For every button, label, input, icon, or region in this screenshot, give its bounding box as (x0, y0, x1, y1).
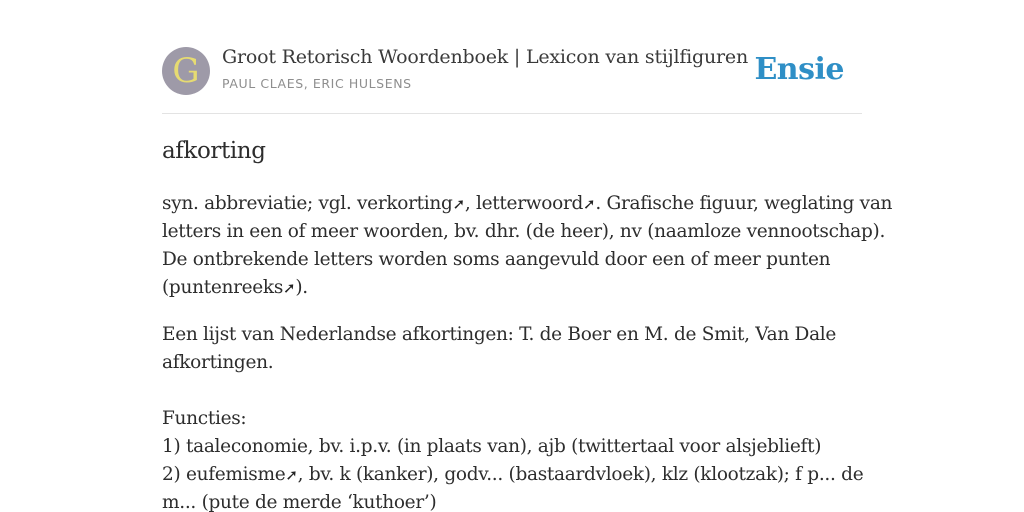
definition-text: . Grafische figuur, weglating van (595, 193, 893, 214)
reference-line: afkortingen. (162, 352, 274, 373)
link-verkorting[interactable]: verkorting (357, 193, 453, 214)
function-item: 1) taaleconomie, bv. i.p.v. (in plaats van), ajb (twittertaal voor alsjeblieft) (162, 436, 822, 457)
function-text: , bv. k (kanker), godv... (bastaardvloek), klz (klootzak); f p... de (297, 464, 864, 485)
definition-text: , (464, 193, 477, 214)
definition-line: De ontbrekende letters worden soms aangevuld door een of meer punten (162, 249, 831, 270)
book-avatar[interactable]: G (162, 47, 210, 95)
link-puntenreeks[interactable]: puntenreeks (168, 277, 284, 298)
definition-text: ( (162, 277, 169, 298)
external-arrow-icon: ➚ (452, 195, 465, 213)
definition-paragraph (162, 190, 893, 302)
spacer (162, 377, 862, 405)
external-arrow-icon: ➚ (283, 279, 296, 297)
book-title-link[interactable]: Groot Retorisch Woordenboek | Lexicon van stijlfiguren (222, 46, 748, 68)
book-authors: PAUL CLAES, ERIC HULSENS (222, 76, 412, 91)
functions-heading: Functies: (162, 408, 247, 429)
link-eufemisme[interactable]: eufemisme (185, 464, 286, 485)
entry-title: afkorting (162, 138, 266, 164)
reference-paragraph (162, 321, 862, 512)
ensie-logo[interactable]: Ensie (754, 52, 844, 87)
reference-line: Een lijst van Nederlandse afkortingen: T. de Boer en M. de Smit, Van Dale (162, 324, 837, 345)
definition-line (162, 274, 862, 302)
definition-text: ). (295, 277, 308, 298)
entry-content (162, 190, 893, 512)
function-item (162, 461, 862, 489)
header (162, 46, 862, 96)
external-arrow-icon: ➚ (583, 195, 596, 213)
definition-text: syn. abbreviatie; vgl. (162, 193, 358, 214)
function-item: m... (pute de merde ‘kuthoer’) (162, 492, 437, 512)
external-arrow-icon: ➚ (285, 466, 298, 484)
link-letterwoord[interactable]: letterwoord (476, 193, 584, 214)
definition-line: letters in een of meer woorden, bv. dhr. (de heer), nv (naamloze vennootschap). (162, 221, 886, 242)
function-text: 2) (162, 464, 186, 485)
definition-line (162, 190, 893, 218)
header-divider (162, 113, 862, 114)
